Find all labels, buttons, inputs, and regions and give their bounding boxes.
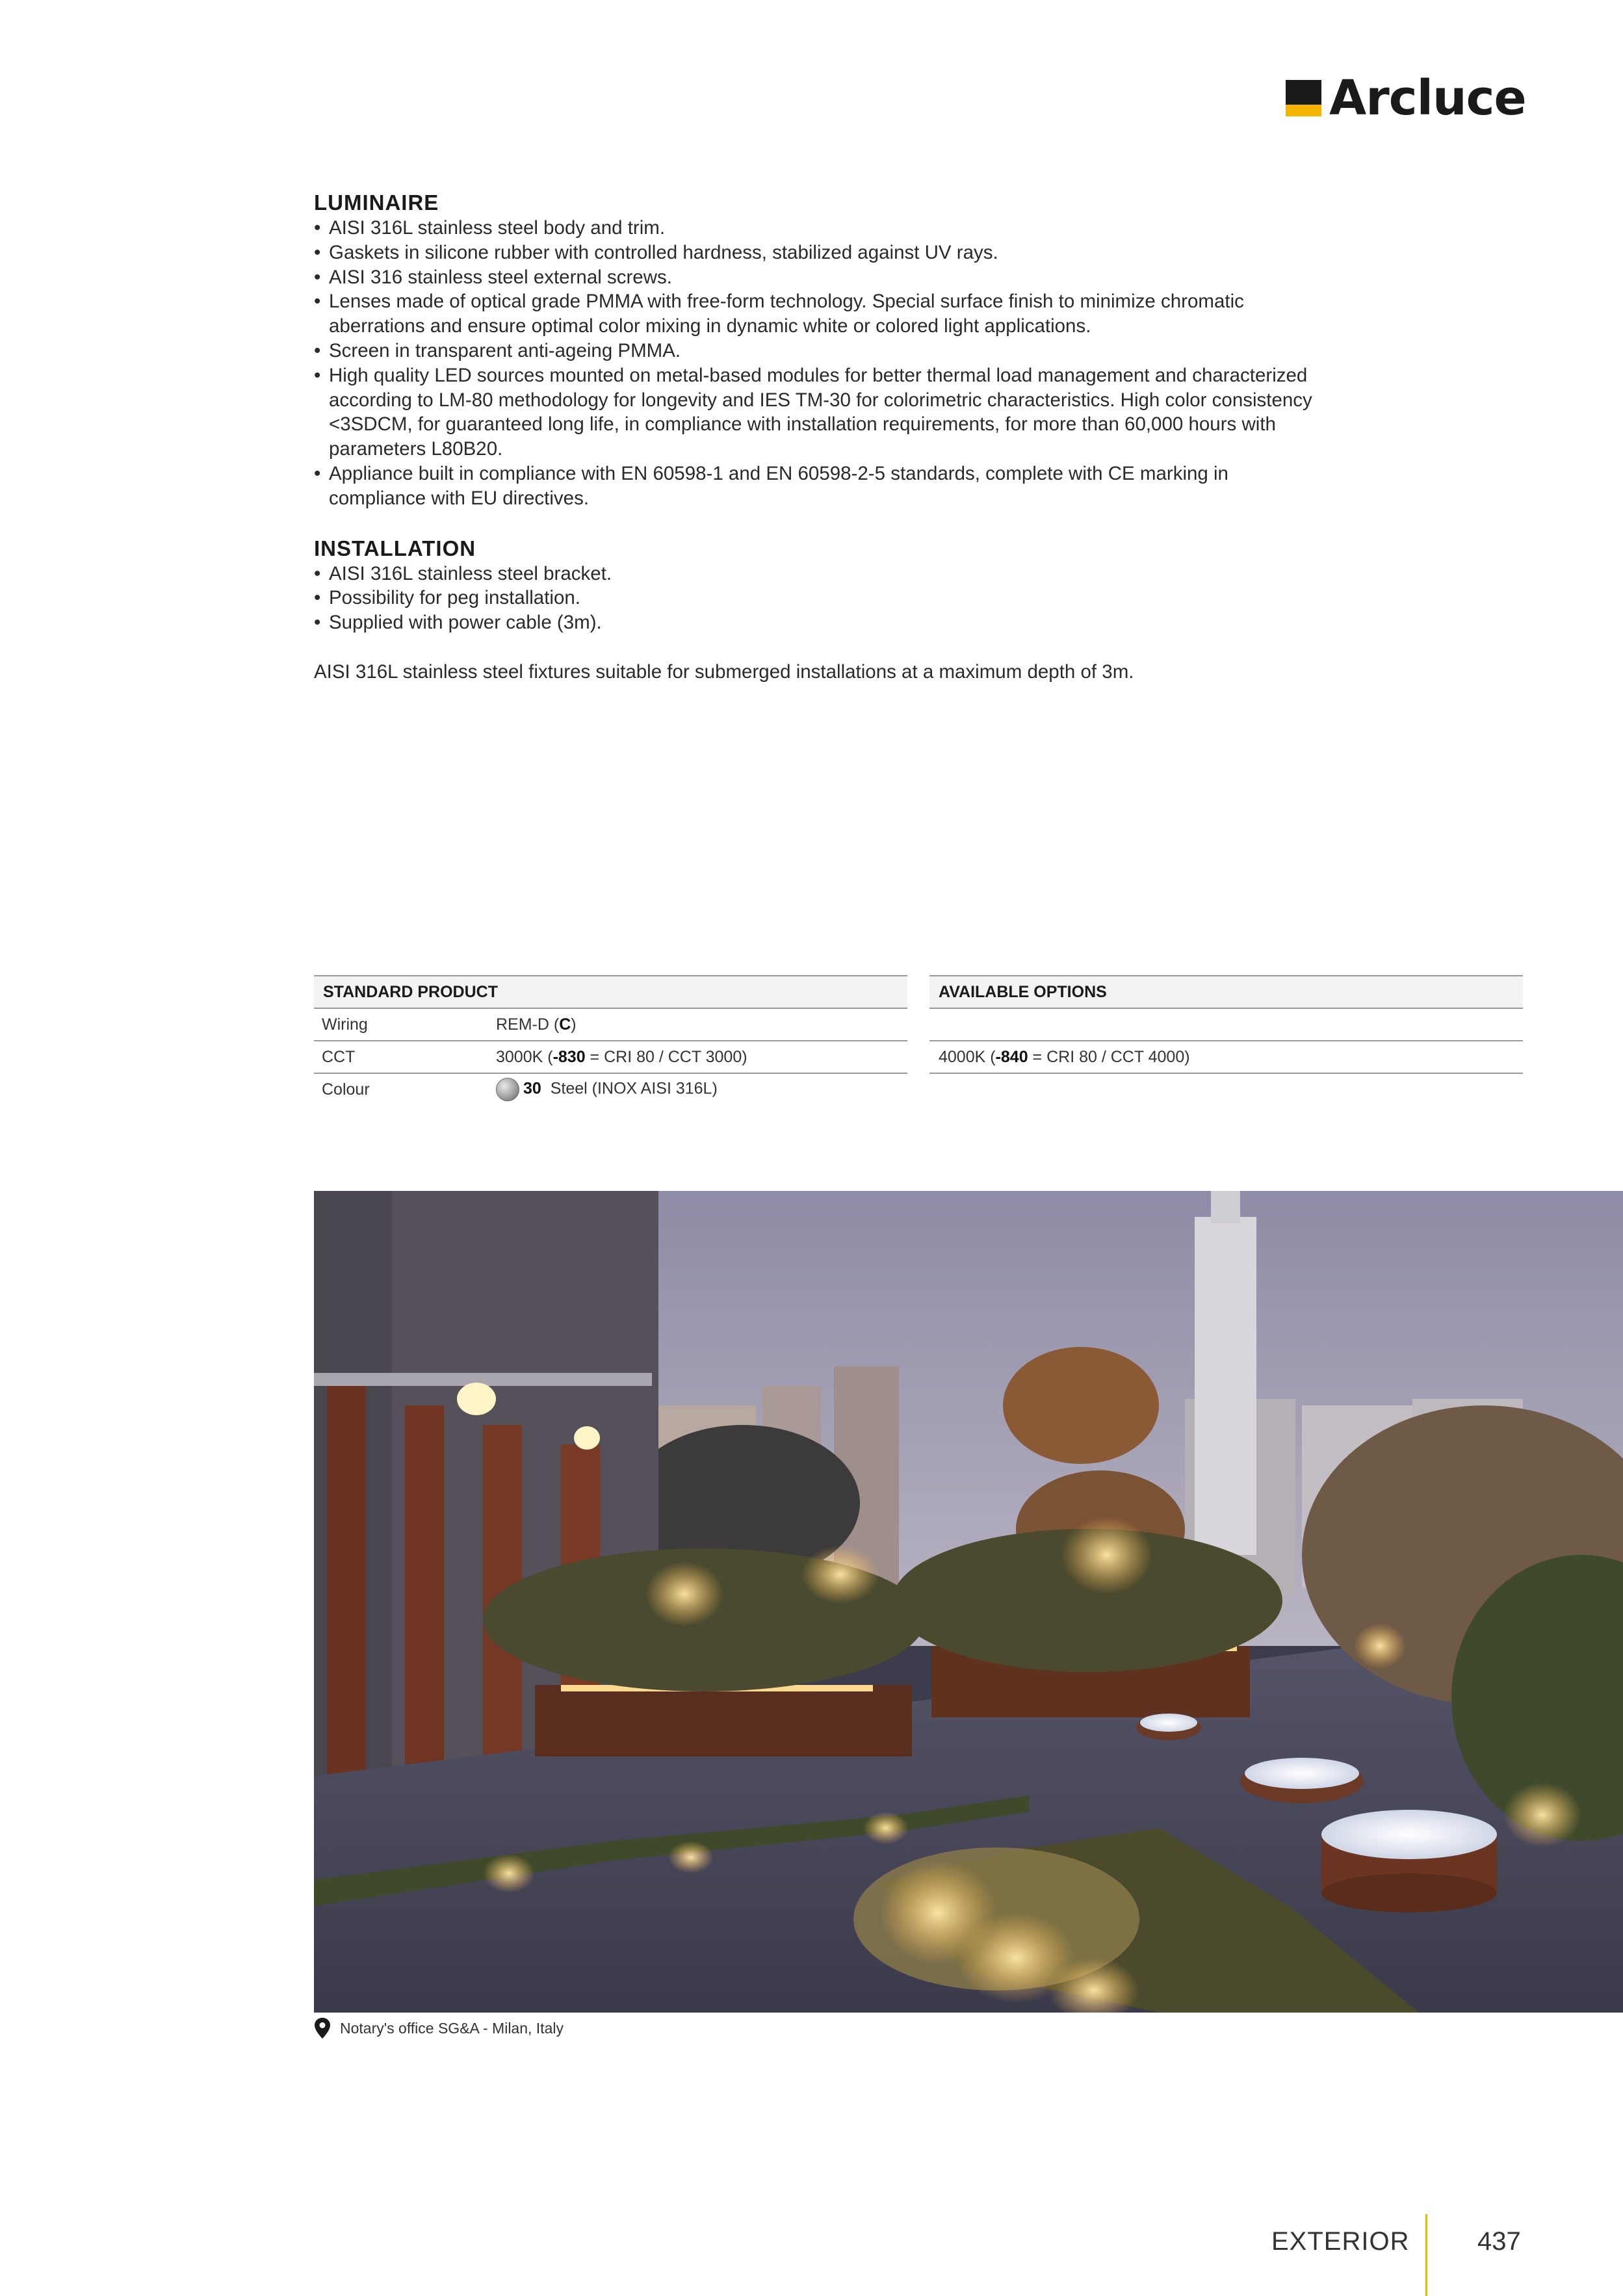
row-label: Wiring bbox=[322, 1015, 368, 1034]
list-item: • Supplied with power cable (3m). bbox=[314, 610, 1328, 635]
luminaire-list bbox=[314, 216, 1328, 511]
submersion-note: AISI 316L stainless steel fixtures suitable for submerged installations at a maximum depth of 3m. bbox=[314, 660, 1134, 683]
spec-text bbox=[314, 190, 1328, 685]
table-row-empty bbox=[929, 1009, 1523, 1041]
luminaire-title: LUMINAIRE bbox=[314, 190, 439, 215]
caption-text: Notary's office SG&A - Milan, Italy bbox=[340, 2019, 564, 2037]
list-item: • Screen in transparent anti-ageing PMMA. bbox=[314, 339, 1328, 363]
table-row-wiring bbox=[314, 1009, 907, 1041]
page-number: 437 bbox=[1477, 2227, 1521, 2256]
row-value: 4000K (-840 = CRI 80 / CCT 4000) bbox=[939, 1047, 1190, 1066]
list-item: • Lenses made of optical grade PMMA with free-form technology. Special surface finish to minimize chromatic aberrations and ensure optimal color mixing in dynamic white or colored light applications. bbox=[314, 289, 1328, 339]
list-item: • AISI 316L stainless steel bracket. bbox=[314, 562, 1328, 586]
row-value: REM-D (C) bbox=[496, 1015, 577, 1034]
logo-mark-icon bbox=[1286, 80, 1321, 116]
list-item: • Appliance built in compliance with EN 60598-1 and EN 60598-2-5 standards, complete with CE marking in compliance with EU directives. bbox=[314, 462, 1328, 511]
row-value: 3000K (-830 = CRI 80 / CCT 3000) bbox=[496, 1047, 747, 1066]
available-options-table bbox=[929, 975, 1523, 1074]
table-row-colour bbox=[314, 1074, 907, 1105]
standard-product-table bbox=[314, 975, 907, 1105]
row-label: Colour bbox=[322, 1080, 370, 1099]
brand-name: Arcluce bbox=[1329, 70, 1526, 126]
table-row-cct bbox=[314, 1041, 907, 1074]
list-item: • Gaskets in silicone rubber with controlled hardness, stabilized against UV rays. bbox=[314, 241, 1328, 265]
list-item: • Possibility for peg installation. bbox=[314, 586, 1328, 610]
installation-title: INSTALLATION bbox=[314, 536, 476, 560]
photo-caption bbox=[314, 2018, 564, 2039]
colour-swatch-icon bbox=[496, 1078, 519, 1101]
row-label: CCT bbox=[322, 1047, 356, 1066]
table-header: AVAILABLE OPTIONS bbox=[929, 976, 1523, 1009]
installation-list bbox=[314, 562, 1328, 635]
list-item: • AISI 316L stainless steel body and trim. bbox=[314, 216, 1328, 241]
table-row-cct bbox=[929, 1041, 1523, 1074]
list-item: • High quality LED sources mounted on metal-based modules for better thermal load management and characterized according to LM-80 methodology for longevity and IES TM-30 for colorimetric characteristics. High color consistency <3SDCM, for guaranteed long life, in compliance with installation requirements, for more than 60,000 hours with parameters L80B20. bbox=[314, 363, 1328, 462]
table-header: STANDARD PRODUCT bbox=[314, 976, 907, 1009]
project-photo bbox=[314, 1191, 1623, 2013]
section-label: EXTERIOR bbox=[1271, 2227, 1410, 2256]
footer-divider bbox=[1425, 2214, 1427, 2296]
brand-logo bbox=[1286, 70, 1526, 126]
list-item: • AISI 316 stainless steel external screws. bbox=[314, 265, 1328, 290]
row-value: 30 Steel (INOX AISI 316L) bbox=[496, 1078, 718, 1101]
location-pin-icon bbox=[314, 2018, 331, 2039]
